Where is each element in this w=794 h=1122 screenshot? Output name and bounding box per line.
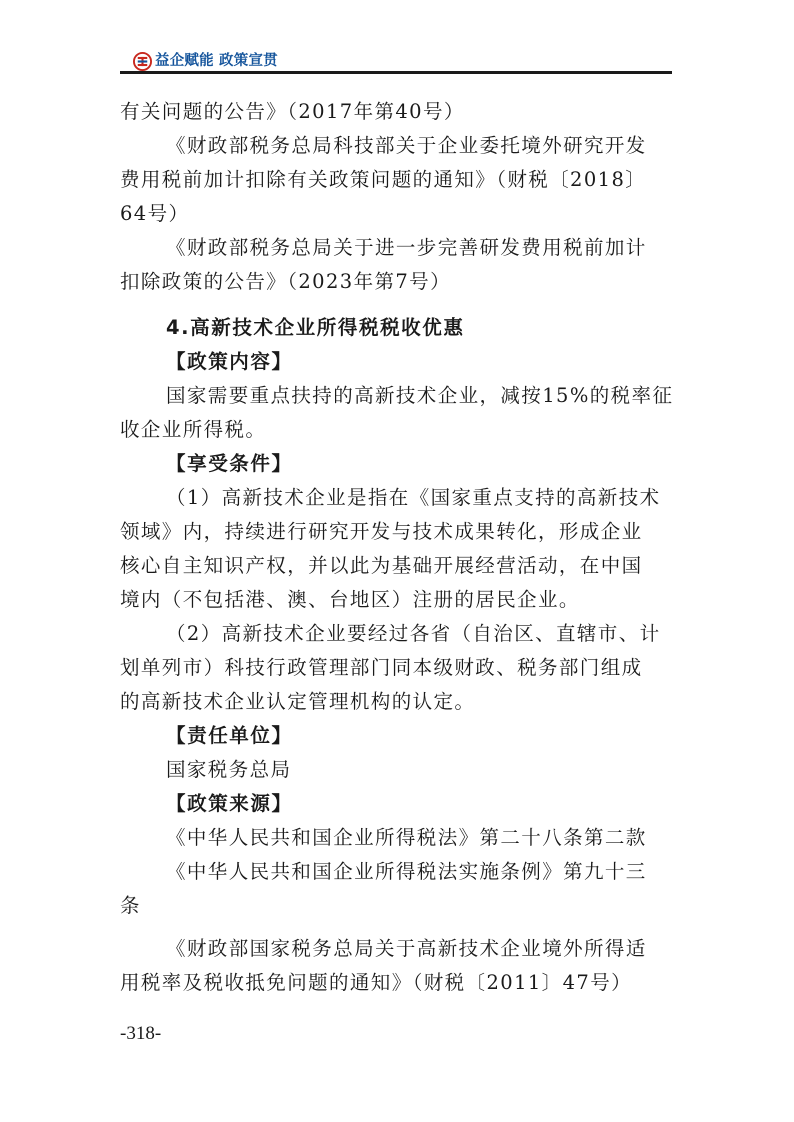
body-line: 国家税务总局 — [166, 758, 292, 781]
body-line: 《财政部税务总局科技部关于企业委托境外研究开发 — [166, 134, 647, 157]
body-line: 划单列市）科技行政管理部门同本级财政、税务部门组成 — [120, 656, 643, 679]
subheading-eligibility: 【享受条件】 — [166, 452, 293, 475]
body-line: 领域》内，持续进行研究开发与技术成果转化，形成企业 — [120, 520, 643, 543]
body-line: 核心自主知识产权，并以此为基础开展经营活动，在中国 — [120, 554, 643, 577]
body-line: 《中华人民共和国企业所得税法》第二十八条第二款 — [166, 826, 647, 849]
body-line: 扣除政策的公告》（2023年第7号） — [120, 270, 451, 293]
body-line: 收企业所得税。 — [120, 418, 267, 441]
subheading-policy-source: 【政策来源】 — [166, 792, 293, 815]
body-line: 有关问题的公告》（2017年第40号） — [120, 100, 465, 123]
document-body — [120, 95, 672, 1000]
body-line: （2）高新技术企业要经过各省（自治区、直辖市、计 — [166, 622, 661, 645]
body-line: 境内（不包括港、澳、台地区）注册的居民企业。 — [120, 588, 580, 611]
circular-brand-logo-icon — [133, 52, 152, 71]
body-line: 国家需要重点扶持的高新技术企业，减按15%的税率征 — [166, 384, 674, 407]
page-number: -318- — [120, 1023, 162, 1044]
body-line: 《财政部税务总局关于进一步完善研发费用税前加计 — [166, 236, 647, 259]
body-line: 64号） — [120, 202, 190, 225]
body-line: 条 — [120, 894, 141, 917]
header-divider — [120, 71, 672, 74]
body-line: 《财政部国家税务总局关于高新技术企业境外所得适 — [166, 937, 647, 960]
body-line: 用税率及税收抵免问题的通知》（财税〔2011〕47号） — [120, 971, 632, 994]
body-line: （1）高新技术企业是指在《国家重点支持的高新技术 — [166, 486, 661, 509]
page-header — [120, 50, 672, 74]
subheading-responsible-unit: 【责任单位】 — [166, 724, 293, 747]
subheading-policy-content: 【政策内容】 — [166, 350, 293, 373]
body-line: 《中华人民共和国企业所得税法实施条例》第九十三 — [166, 860, 647, 883]
body-line: 费用税前加计扣除有关政策问题的通知》（财税〔2018〕 — [120, 168, 647, 191]
body-line: 的高新技术企业认定管理机构的认定。 — [120, 690, 476, 713]
header-brand-text: 益企赋能 政策宣贯 — [155, 53, 278, 69]
section-heading: 4.高新技术企业所得税税收优惠 — [166, 316, 465, 339]
